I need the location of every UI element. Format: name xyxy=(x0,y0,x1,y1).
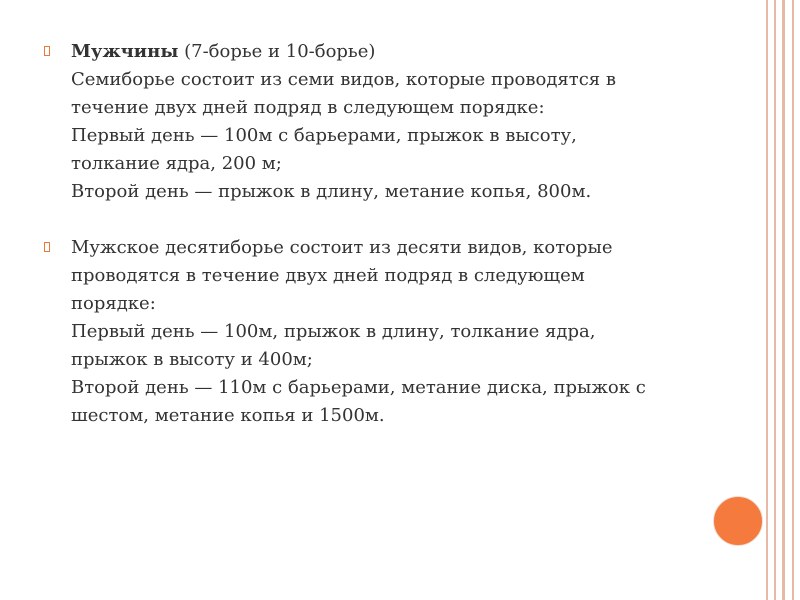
text-line: проводятся в течение двух дней подряд в следующем xyxy=(71,265,585,286)
text-line: Второй день — 110м с барьерами, метание диска, прыжок с xyxy=(71,377,646,398)
item-heading-suffix: (7-борье и 10-борье) xyxy=(178,41,376,62)
item-heading: Мужчины xyxy=(71,41,179,62)
text-line: течение двух дней подряд в следующем порядке: xyxy=(71,97,545,118)
bullet-icon xyxy=(44,46,50,56)
text-line: Семиборье состоит из семи видов, которые проводятся в xyxy=(71,69,617,90)
slide-content xyxy=(44,38,724,430)
text-line: Мужское десятиборье состоит из десяти видов, которые xyxy=(71,237,613,258)
text-line: порядке: xyxy=(71,293,156,314)
text-line: Первый день — 100м с барьерами, прыжок в высоту, xyxy=(71,125,577,146)
frame-stripe xyxy=(782,0,785,600)
text-line: толкание ядра, 200 м; xyxy=(71,153,282,174)
bullet-item-heptathlon xyxy=(44,38,724,206)
item-heading-line xyxy=(71,38,724,66)
text-line: шестом, метание копья и 1500м. xyxy=(71,405,385,426)
bullet-icon xyxy=(44,242,50,252)
text-line: Первый день — 100м, прыжок в длину, толкание ядра, xyxy=(71,321,596,342)
text-line: Второй день — прыжок в длину, метание копья, 800м. xyxy=(71,181,592,202)
text-line: прыжок в высоту и 400м; xyxy=(71,349,313,370)
frame-stripe xyxy=(792,0,794,600)
bullet-item-decathlon xyxy=(44,234,724,430)
frame-stripe xyxy=(766,0,768,600)
accent-circle xyxy=(713,496,763,546)
frame-stripe xyxy=(774,0,776,600)
